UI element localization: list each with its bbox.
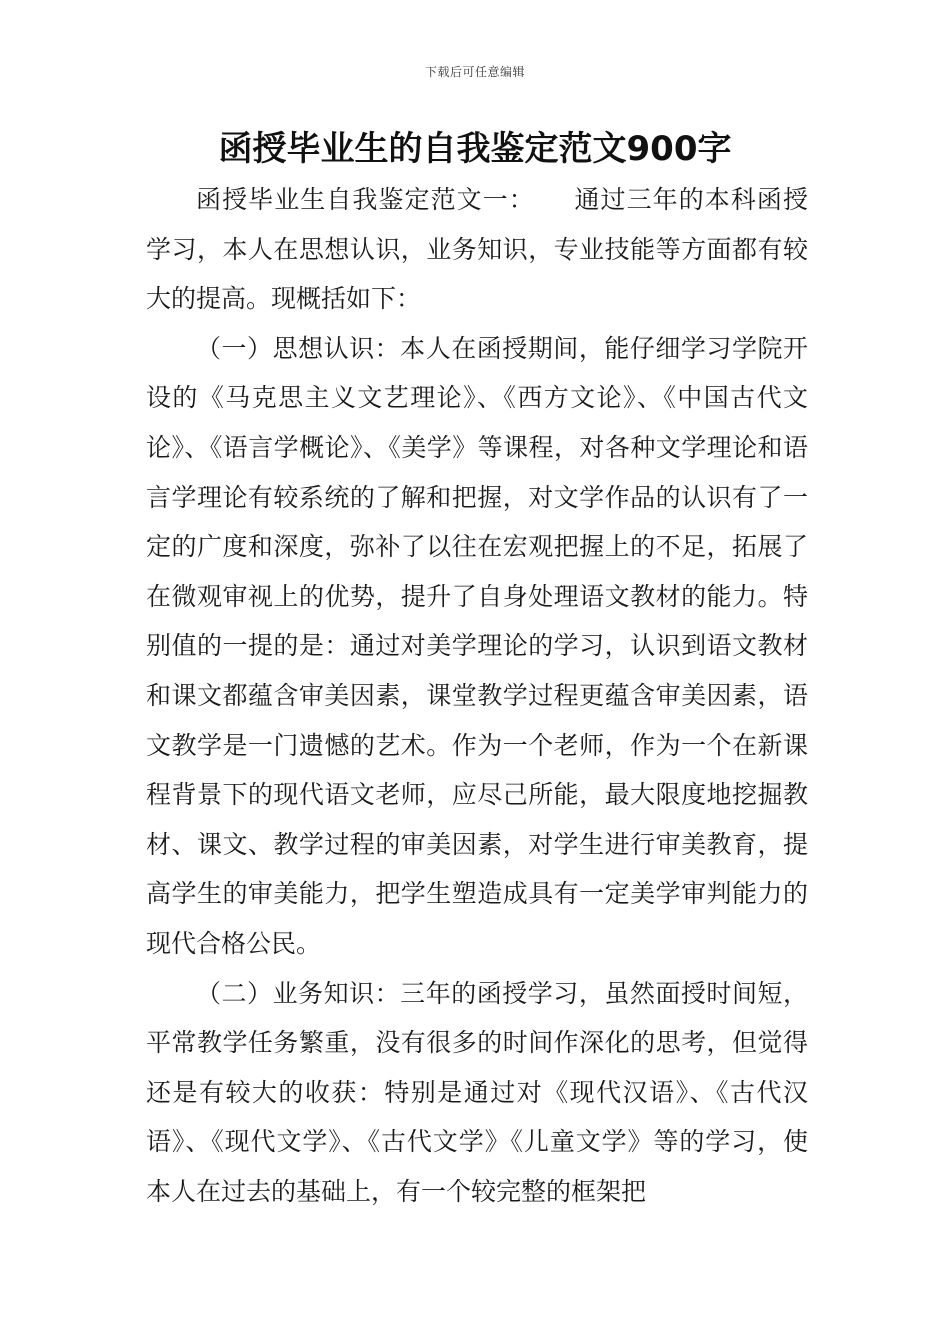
paragraph-intro: 函授毕业生自我鉴定范文一： 通过三年的本科函授学习，本人在思想认识，业务知识，专业技能等方面都有较大的提高。现概括如下： [146, 185, 808, 314]
paragraph-thought: （一）思想认识：本人在函授期间，能仔细学习学院开设的《马克思主义文艺理论》、《西方文论》、《中国古代文论》、《语言学概论》、《美学》等课程，对各种文学理论和语言学理论有较系统的了解和把握，对文学作品的认识有了一定的广度和深度，弥补了以往在宏观把握上的不足，拓展了在微观审视上的优势，提升了自身处理语文教材的能力。特别值的一提的是：通过对美学理论的学习，认识到语文教材和课文都蕴含审美因素，课堂教学过程更蕴含审美因素，语文教学是一门遗憾的艺术。作为一个老师，作为一个在新课程背景下的现代语文老师，应尽己所能，最大限度地挖掘教材、课文、教学过程的审美因素，对学生进行审美教育，提高学生的审美能力，把学生塑造成具有一定美学审判能力的现代合格公民。 [146, 333, 808, 958]
header-note: 下载后可任意编辑 [424, 65, 525, 79]
document-body [146, 175, 808, 1216]
document-title: 函授毕业生的自我鉴定范文900字 [218, 129, 732, 169]
paragraph-knowledge: （二）业务知识：三年的函授学习，虽然面授时间短，平常教学任务繁重，没有很多的时间作深化的思考，但觉得还是有较大的收获：特别是通过对《现代汉语》、《古代汉语》、《现代文学》、《古代文学》《儿童文学》等的学习，使本人在过去的基础上，有一个较完整的框架把 [146, 978, 808, 1206]
